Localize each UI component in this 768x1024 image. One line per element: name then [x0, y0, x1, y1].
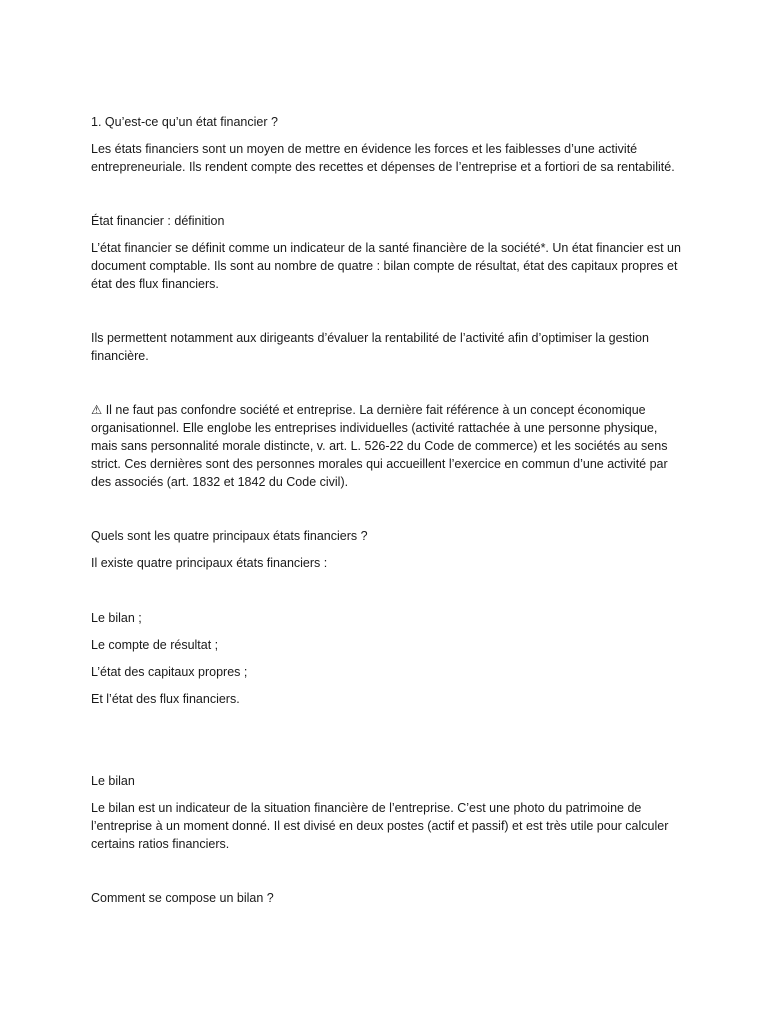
- paragraph: Ils permettent notamment aux dirigeants d’évaluer la rentabilité de l’activité afin d’optimiser la gestion financière.: [91, 331, 649, 363]
- document-body: [91, 113, 681, 907]
- question-heading: 1. Qu’est-ce qu’un état financier ?: [91, 115, 278, 129]
- paragraph: Il existe quatre principaux états financiers :: [91, 556, 328, 570]
- list-item: Et l’état des flux financiers.: [91, 692, 240, 706]
- section-heading: Comment se compose un bilan ?: [91, 891, 274, 905]
- section-heading: État financier : définition: [91, 214, 225, 228]
- list-item: Le bilan ;: [91, 611, 142, 625]
- list-item: Le compte de résultat ;: [91, 638, 219, 652]
- section-heading: Le bilan: [91, 774, 135, 788]
- warning-paragraph: [91, 401, 681, 491]
- paragraph: L’état financier se définit comme un indicateur de la santé financière de la société*. Un état financier est un document comptable. Ils sont au nombre de quatre : bilan compte de résultat, état des capitaux propres et état des flux financiers.: [91, 241, 681, 291]
- paragraph: Les états financiers sont un moyen de mettre en évidence les forces et les faiblesses d’une activité entrepreneuriale. Ils rendent compte des recettes et dépenses de l’entreprise et a fortiori de sa rentabilité.: [91, 142, 675, 174]
- list: [91, 609, 681, 708]
- paragraph: Le bilan est un indicateur de la situation financière de l’entreprise. C’est une photo du patrimoine de l’entreprise à un moment donné. Il est divisé en deux postes (actif et passif) et est très utile pour calculer certains ratios financiers.: [91, 801, 669, 851]
- list-item: L’état des capitaux propres ;: [91, 665, 248, 679]
- warning-icon: ⚠: [91, 403, 103, 417]
- section-heading: Quels sont les quatre principaux états financiers ?: [91, 529, 368, 543]
- warning-text: Il ne faut pas confondre société et entreprise. La dernière fait référence à un concept économique organisationnel. Elle englobe les entreprises individuelles (activité rattachée à une personne physique, mais sans personnalité morale distincte, v. art. L. 526-22 du Code de commerce) et les sociétés au sens strict. Ces dernières sont des personnes morales qui accueillent l’exercice en commun d’une activité par des associés (art. 1832 et 1842 du Code civil).: [91, 403, 668, 489]
